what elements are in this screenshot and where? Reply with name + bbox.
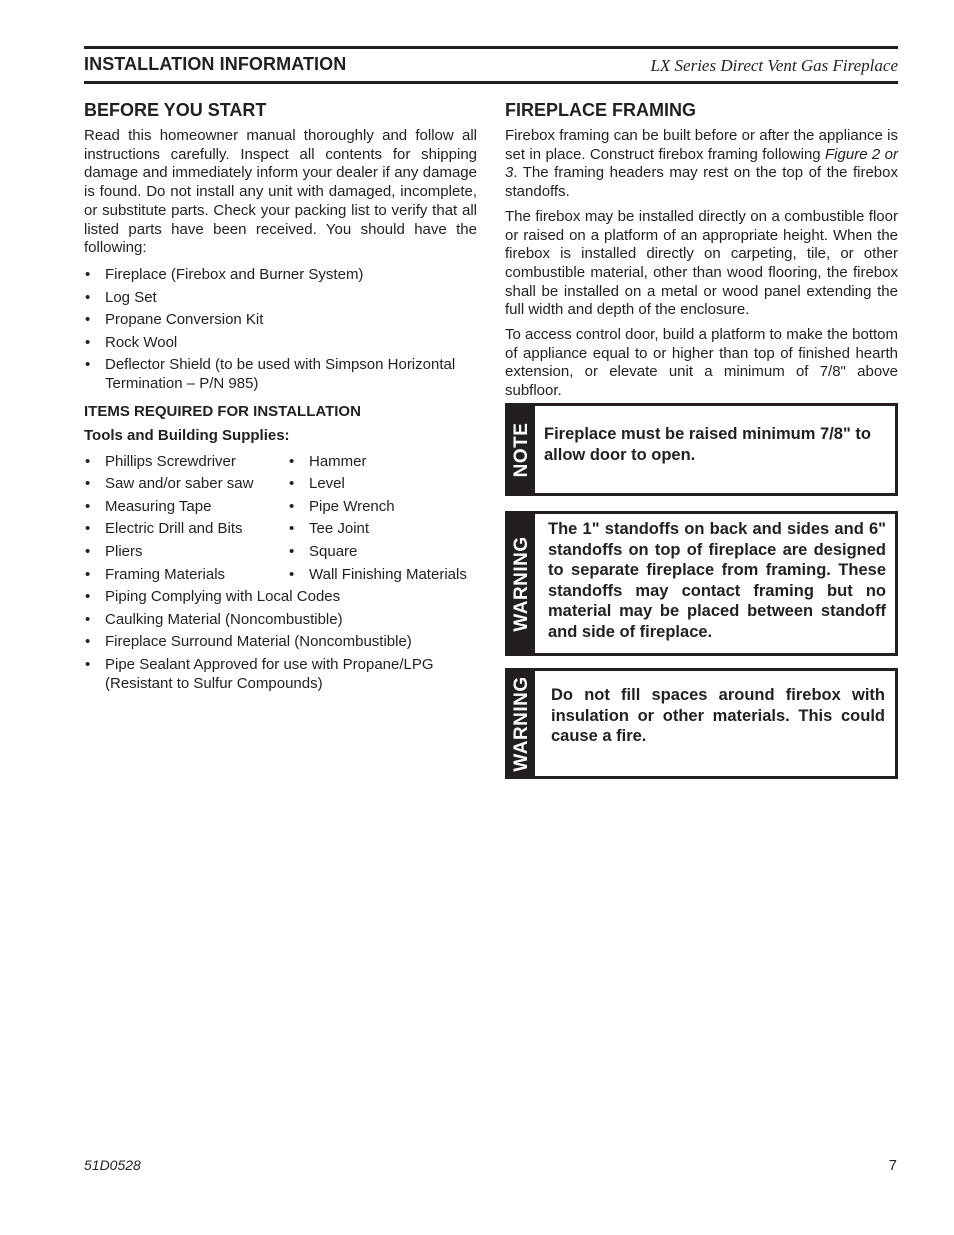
warning-tab [508,514,535,653]
note-label: NOTE [510,422,532,477]
bullet-icon: • [289,543,295,561]
bullet-icon: • [85,333,91,351]
list-item: • Wall Finishing Materials [289,565,467,583]
list-item: • Level [289,475,345,493]
bullet-icon: • [85,288,91,306]
before-you-start-heading: BEFORE YOU START [84,100,267,120]
list-item: • Log Set [85,288,157,306]
list-item: • Saw and/or saber saw [85,475,254,493]
bullet-icon: • [85,475,91,493]
warning-box-insulation [505,668,898,779]
warning-text: Do not fill spaces around firebox with insulation or other materials. This could cause a fire. [551,686,885,746]
document-number: 51D0528 [84,1157,141,1173]
list-item: • Caulking Material (Noncombustible) [85,610,343,628]
bullet-icon: • [85,543,91,561]
list-item: • Pliers [85,543,143,561]
header-rule-bottom [84,81,898,84]
header-rule-top [84,46,898,49]
warning-text: The 1" standoffs on back and sides and 6" standoffs on top of fireplace are designed to separate fireplace from framing. These standoffs may contact framing but no material may be placed between standoff and side of fireplace. [548,520,886,641]
section-title: INSTALLATION INFORMATION [84,54,347,74]
bullet-icon: • [85,656,91,674]
items-required-heading: ITEMS REQUIRED FOR INSTALLATION [84,402,361,420]
list-item: • Fireplace (Firebox and Burner System) [85,265,364,283]
bullet-icon: • [85,520,91,538]
bullet-icon: • [85,633,91,651]
right-column [505,96,898,407]
tools-list-full [84,588,477,693]
tools-heading: Tools and Building Supplies: [84,426,290,444]
bullet-icon: • [85,588,91,606]
bullet-icon: • [85,452,91,470]
warning-label: WARNING [510,535,532,632]
bullet-icon: • [85,497,91,515]
list-item: • Propane Conversion Kit [85,311,264,329]
list-item: • Hammer [289,452,367,470]
before-you-start-intro: Read this homeowner manual thoroughly and follow all instructions carefully. Inspect all contents for shipping damage and immediately inform your dealer if any damage is found. Do not install any unit with damaged, incomplete, or substitute parts. Check your packing list to verify that all listed parts have been received. You should have the following: [84,127,477,257]
list-item: • Piping Complying with Local Codes [85,588,341,606]
tools-two-column-list [84,453,477,589]
note-tab [508,406,535,493]
list-item: • Fireplace Surround Material (Noncombustible) [85,633,412,651]
fireplace-framing-heading: FIREPLACE FRAMING [505,100,696,120]
list-item: • Framing Materials [85,565,226,583]
warning-box-standoffs [505,511,898,656]
bullet-icon: • [289,475,295,493]
framing-paragraph-3: To access control door, build a platform to make the bottom of appliance equal to or higher than top of finished hearth extension, or elevate unit a minimum of 7/8" above subfloor. [505,326,898,400]
left-column [84,96,477,699]
list-item: • Pipe Sealant Approved for use with Propane/LPG (Resistant to Sulfur Compounds) [85,656,434,692]
bullet-icon: • [85,356,91,374]
list-item: • Deflector Shield (to be used with Simpson Horizontal Termination – P/N 985) [85,356,456,392]
contents-list [84,266,477,394]
list-item: • Measuring Tape [85,497,212,515]
bullet-icon: • [85,265,91,283]
bullet-icon: • [85,565,91,583]
note-box [505,403,898,496]
warning-label: WARNING [510,675,532,772]
bullet-icon: • [289,452,295,470]
bullet-icon: • [289,565,295,583]
warning-tab [508,671,535,776]
list-item: • Rock Wool [85,333,178,351]
note-text: Fireplace must be raised minimum 7/8" to allow door to open. [544,425,871,464]
page-number: 7 [888,1157,897,1174]
figure-reference: Figure 2 or 3 [505,145,898,182]
bullet-icon: • [85,610,91,628]
list-item: • Pipe Wrench [289,497,395,515]
product-title: LX Series Direct Vent Gas Fireplace [650,56,898,75]
list-item: • Tee Joint [289,520,370,538]
framing-paragraph-1: Firebox framing can be built before or after the appliance is set in place. Construct firebox framing following Figure 2 or 3. The framing headers may rest on the top of the firebox standoffs. [505,127,898,201]
tools-list-right [288,453,477,589]
bullet-icon: • [85,311,91,329]
list-item: • Square [289,543,358,561]
list-item: • Phillips Screwdriver [85,452,236,470]
framing-paragraph-2: The firebox may be installed directly on a combustible floor or raised on a platform of an appropriate height. When the firebox is installed directly on carpeting, tile, or other combustible material, other than wood flooring, the firebox shall be installed on a metal or wood panel extending the full width and depth of the enclosure. [505,207,898,319]
bullet-icon: • [289,520,295,538]
list-item: • Electric Drill and Bits [85,520,243,538]
tools-list-left [84,453,288,589]
bullet-icon: • [289,497,295,515]
